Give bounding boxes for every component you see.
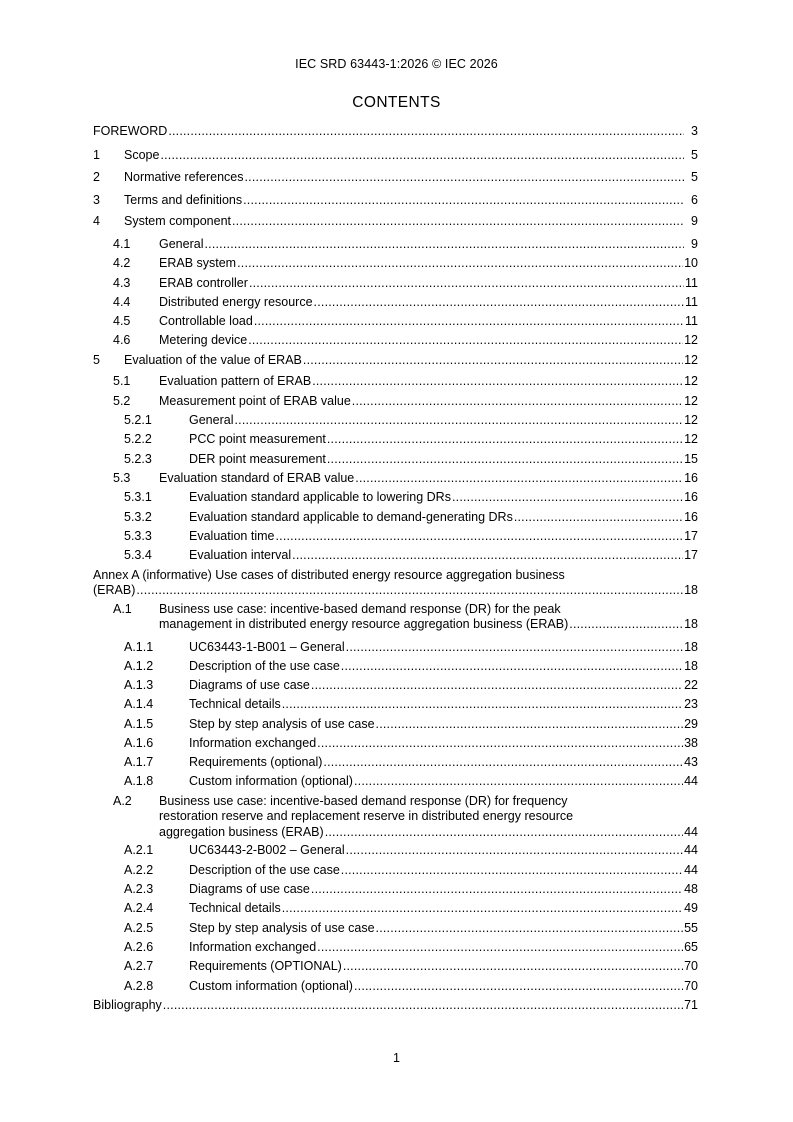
toc-entry-number: 5.3 bbox=[113, 471, 131, 485]
toc-entry[interactable] bbox=[93, 333, 698, 348]
toc-entry[interactable] bbox=[93, 921, 698, 936]
dot-leader bbox=[311, 882, 683, 897]
toc-entry[interactable] bbox=[93, 548, 698, 563]
dot-leader bbox=[292, 548, 683, 563]
toc-entry-page: 18 bbox=[684, 617, 698, 632]
toc-entry-page: 3 bbox=[691, 124, 698, 138]
toc-entry-page: 22 bbox=[684, 678, 698, 692]
toc-entry-page: 11 bbox=[685, 276, 698, 290]
toc-entry[interactable] bbox=[93, 432, 698, 447]
toc-entry[interactable] bbox=[93, 959, 698, 974]
toc-entry[interactable] bbox=[93, 697, 698, 712]
toc-entry[interactable] bbox=[93, 256, 698, 271]
toc-entry[interactable] bbox=[93, 510, 698, 525]
toc-entry-page: 38 bbox=[684, 736, 698, 750]
dot-leader bbox=[341, 659, 683, 674]
dot-leader bbox=[204, 237, 684, 252]
toc-entry-number: 2 bbox=[93, 170, 100, 184]
toc-entry-page: 48 bbox=[684, 882, 698, 896]
toc-entry-page: 18 bbox=[684, 659, 698, 673]
toc-entry[interactable] bbox=[93, 774, 698, 789]
dot-leader bbox=[514, 510, 683, 525]
toc-entry-title: Evaluation pattern of ERAB bbox=[159, 374, 312, 388]
dot-leader bbox=[452, 490, 683, 505]
toc-entry[interactable] bbox=[93, 314, 698, 329]
toc-entry-title: Measurement point of ERAB value bbox=[159, 394, 351, 408]
toc-entry-page: 16 bbox=[684, 471, 698, 485]
toc-entry-page: 11 bbox=[685, 314, 698, 328]
dot-leader bbox=[245, 170, 685, 185]
toc-entry-title: Terms and definitions bbox=[124, 193, 243, 207]
dot-leader bbox=[341, 863, 683, 878]
dot-leader bbox=[352, 394, 683, 409]
toc-entry-title: aggregation business (ERAB) bbox=[159, 824, 324, 839]
toc-entry[interactable] bbox=[93, 736, 698, 751]
toc-entry-number: 3 bbox=[93, 193, 100, 207]
dot-leader bbox=[355, 471, 683, 486]
contents-title: CONTENTS bbox=[352, 94, 441, 111]
toc-entry-number: 1 bbox=[93, 148, 100, 162]
toc-entry[interactable] bbox=[93, 998, 698, 1013]
toc-entry-number: 5.3.2 bbox=[124, 510, 152, 524]
toc-entry-title-line: Business use case: incentive-based demand response (DR) for the peak bbox=[159, 602, 561, 616]
dot-leader bbox=[343, 959, 683, 974]
dot-leader bbox=[237, 256, 683, 271]
toc-entry-page: 44 bbox=[684, 824, 698, 839]
toc-entry[interactable] bbox=[93, 148, 698, 163]
toc-entry-page: 16 bbox=[684, 510, 698, 524]
toc-entry-page: 12 bbox=[684, 432, 698, 446]
toc-entry-page: 15 bbox=[684, 452, 698, 466]
toc-entry-title: Technical details bbox=[189, 901, 281, 915]
dot-leader bbox=[376, 717, 684, 732]
dot-leader bbox=[317, 940, 683, 955]
toc-entry-number: A.1.1 bbox=[124, 640, 154, 654]
toc-entry-number: A.2.5 bbox=[124, 921, 154, 935]
toc-entry-number: A.2.4 bbox=[124, 901, 154, 915]
toc-entry-number: A.2.7 bbox=[124, 959, 154, 973]
toc-entry-title: Description of the use case bbox=[189, 659, 340, 673]
toc-entry-number: A.2.1 bbox=[124, 843, 154, 857]
toc-entry[interactable] bbox=[93, 471, 698, 486]
toc-entry-number: 5.3.1 bbox=[124, 490, 152, 504]
dot-leader bbox=[275, 529, 683, 544]
toc-entry-number: A.1.2 bbox=[124, 659, 154, 673]
toc-entry[interactable] bbox=[93, 170, 698, 185]
dot-leader bbox=[346, 843, 683, 858]
toc-entry-number: A.2.8 bbox=[124, 979, 154, 993]
toc-entry-title: System component bbox=[124, 214, 231, 228]
dot-leader bbox=[354, 774, 683, 789]
toc-entry-title: Normative references bbox=[124, 170, 244, 184]
toc-entry-page: 12 bbox=[684, 394, 698, 408]
toc-entry[interactable] bbox=[93, 940, 698, 955]
toc-entry-title: Description of the use case bbox=[189, 863, 340, 877]
dot-leader bbox=[346, 640, 683, 655]
toc-entry-title: Bibliography bbox=[93, 998, 162, 1012]
toc-entry[interactable] bbox=[93, 353, 698, 368]
toc-entry-title: Evaluation standard applicable to demand-generating DRs bbox=[189, 510, 513, 524]
toc-entry-title: Distributed energy resource bbox=[159, 295, 313, 309]
dot-leader bbox=[325, 825, 683, 840]
toc-entry-page: 18 bbox=[684, 640, 698, 654]
dot-leader bbox=[312, 374, 683, 389]
toc-entry-page: 12 bbox=[684, 374, 698, 388]
dot-leader bbox=[569, 617, 683, 632]
dot-leader bbox=[327, 432, 683, 447]
toc-entry-page: 70 bbox=[684, 979, 698, 993]
toc-entry[interactable] bbox=[93, 794, 698, 840]
toc-entry[interactable] bbox=[93, 755, 698, 770]
toc-entry-number: A.1.3 bbox=[124, 678, 154, 692]
toc-entry-title: ERAB controller bbox=[159, 276, 248, 290]
toc-entry-title: Diagrams of use case bbox=[189, 882, 310, 896]
dot-leader bbox=[303, 353, 683, 368]
toc-entry[interactable] bbox=[93, 678, 698, 693]
toc-entry[interactable] bbox=[93, 529, 698, 544]
toc-entry[interactable] bbox=[93, 295, 698, 310]
toc-entry-title: Controllable load bbox=[159, 314, 253, 328]
toc-entry-number: A.2.3 bbox=[124, 882, 154, 896]
toc-entry[interactable] bbox=[93, 413, 698, 428]
dot-leader bbox=[376, 921, 684, 936]
dot-leader bbox=[168, 124, 684, 139]
toc-entry[interactable] bbox=[93, 901, 698, 916]
toc-entry[interactable] bbox=[93, 979, 698, 994]
dot-leader bbox=[160, 148, 684, 163]
toc-entry-number: 4.4 bbox=[113, 295, 131, 309]
toc-entry-page: 70 bbox=[684, 959, 698, 973]
toc-entry-number: A.1 bbox=[113, 602, 132, 616]
toc-entry[interactable] bbox=[93, 452, 698, 467]
dot-leader bbox=[163, 998, 683, 1013]
dot-leader bbox=[234, 413, 683, 428]
toc-entry-title: Requirements (OPTIONAL) bbox=[189, 959, 342, 973]
toc-entry-number: A.1.6 bbox=[124, 736, 154, 750]
toc-entry[interactable] bbox=[93, 193, 698, 208]
toc-entry-page: 55 bbox=[684, 921, 698, 935]
toc-entry-page: 12 bbox=[684, 413, 698, 427]
dot-leader bbox=[323, 755, 683, 770]
dot-leader bbox=[254, 314, 684, 329]
toc-entry-number: 5.1 bbox=[113, 374, 131, 388]
dot-leader bbox=[243, 193, 684, 208]
toc-entry[interactable] bbox=[93, 374, 698, 389]
toc-entry-page: 18 bbox=[684, 583, 698, 598]
toc-entry-title: Scope bbox=[124, 148, 160, 162]
dot-leader bbox=[232, 214, 684, 229]
toc-entry-page: 49 bbox=[684, 901, 698, 915]
toc-entry-title: ERAB system bbox=[159, 256, 237, 270]
toc-entry-number: A.2.2 bbox=[124, 863, 154, 877]
toc-entry-page: 17 bbox=[684, 529, 698, 543]
toc-entry-title: management in distributed energy resource aggregation business (ERAB) bbox=[159, 617, 569, 632]
toc-entry-number: 5.3.4 bbox=[124, 548, 152, 562]
toc-entry-number: A.1.8 bbox=[124, 774, 154, 788]
toc-entry-page: 6 bbox=[691, 193, 698, 207]
toc-entry-title: General bbox=[189, 413, 234, 427]
toc-entry-number: A.1.5 bbox=[124, 717, 154, 731]
toc-entry-title: DER point measurement bbox=[189, 452, 326, 466]
toc-entry-page: 44 bbox=[684, 843, 698, 857]
toc-entry-title: UC63443-1-B001 – General bbox=[189, 640, 345, 654]
toc-entry-number: 4.1 bbox=[113, 237, 131, 251]
page-number: 1 bbox=[393, 1051, 400, 1065]
toc-entry-title: Evaluation time bbox=[189, 529, 275, 543]
toc-entry-page: 29 bbox=[684, 717, 698, 731]
toc-entry-number: 5.2 bbox=[113, 394, 131, 408]
toc-entry-number: A.1.4 bbox=[124, 697, 154, 711]
toc-entry-title: Step by step analysis of use case bbox=[189, 717, 375, 731]
dot-leader bbox=[327, 452, 683, 467]
dot-leader bbox=[311, 678, 683, 693]
toc-entry[interactable] bbox=[93, 568, 698, 599]
toc-entry-title: Evaluation interval bbox=[189, 548, 292, 562]
toc-entry-title: Information exchanged bbox=[189, 940, 317, 954]
toc-entry-page: 16 bbox=[684, 490, 698, 504]
toc-entry-number: 5.2.1 bbox=[124, 413, 152, 427]
toc-entry-title: Evaluation standard applicable to lowering DRs bbox=[189, 490, 451, 504]
toc-entry-number: 4 bbox=[93, 214, 100, 228]
toc-entry[interactable] bbox=[93, 214, 698, 229]
toc-entry-page: 43 bbox=[684, 755, 698, 769]
toc-entry-number: 5.2.2 bbox=[124, 432, 152, 446]
toc-entry-page: 5 bbox=[691, 148, 698, 162]
dot-leader bbox=[248, 333, 683, 348]
toc-entry-page: 5 bbox=[691, 170, 698, 184]
toc-entry-title: Step by step analysis of use case bbox=[189, 921, 375, 935]
toc-entry-title: PCC point measurement bbox=[189, 432, 326, 446]
toc-entry-number: 5.2.3 bbox=[124, 452, 152, 466]
toc-entry-title: Evaluation of the value of ERAB bbox=[124, 353, 302, 367]
toc-entry-number: 4.6 bbox=[113, 333, 131, 347]
toc-entry-page: 12 bbox=[684, 353, 698, 367]
toc-entry-page: 17 bbox=[684, 548, 698, 562]
toc-entry-number: 5 bbox=[93, 353, 100, 367]
toc-entry[interactable] bbox=[93, 394, 698, 409]
toc-entry-title: FOREWORD bbox=[93, 124, 168, 138]
toc-entry-number: A.1.7 bbox=[124, 755, 154, 769]
toc-entry-page: 10 bbox=[684, 256, 698, 270]
toc-entry-title: UC63443-2-B002 – General bbox=[189, 843, 345, 857]
toc-entry-title: (ERAB) bbox=[93, 583, 136, 598]
running-header: IEC SRD 63443-1:2026 © IEC 2026 bbox=[295, 57, 498, 71]
dot-leader bbox=[282, 697, 683, 712]
toc-entry-title-line: Annex A (informative) Use cases of distributed energy resource aggregation business bbox=[93, 568, 565, 582]
toc-entry-title: General bbox=[159, 237, 204, 251]
toc-entry-page: 65 bbox=[684, 940, 698, 954]
dot-leader bbox=[317, 736, 683, 751]
toc-entry-number: 4.2 bbox=[113, 256, 131, 270]
toc-entry-page: 71 bbox=[684, 998, 698, 1012]
toc-entry[interactable] bbox=[93, 863, 698, 878]
toc-entry-title: Custom information (optional) bbox=[189, 979, 353, 993]
toc-entry-number: 5.3.3 bbox=[124, 529, 152, 543]
toc-entry-number: A.2 bbox=[113, 794, 132, 808]
toc-entry[interactable] bbox=[93, 640, 698, 655]
toc-entry-page: 23 bbox=[684, 697, 698, 711]
toc-entry[interactable] bbox=[93, 843, 698, 858]
toc-entry-title: Requirements (optional) bbox=[189, 755, 323, 769]
toc-entry-title-line: Business use case: incentive-based demand response (DR) for frequency restoration reserve and replacement reserve in distributed energy resource bbox=[159, 794, 574, 824]
toc-entry-page: 11 bbox=[685, 295, 698, 309]
toc-entry-page: 9 bbox=[691, 237, 698, 251]
toc-entry-title: Technical details bbox=[189, 697, 281, 711]
toc-entry-page: 9 bbox=[691, 214, 698, 228]
toc-entry[interactable] bbox=[93, 602, 698, 633]
toc-entry[interactable] bbox=[93, 659, 698, 674]
toc-entry[interactable] bbox=[93, 882, 698, 897]
toc-entry-title: Evaluation standard of ERAB value bbox=[159, 471, 355, 485]
dot-leader bbox=[354, 979, 683, 994]
toc-entry-title: Metering device bbox=[159, 333, 248, 347]
toc-entry-number: A.2.6 bbox=[124, 940, 154, 954]
dot-leader bbox=[249, 276, 684, 291]
toc-entry[interactable] bbox=[93, 124, 698, 139]
toc-entry-page: 12 bbox=[684, 333, 698, 347]
toc-entry-page: 44 bbox=[684, 863, 698, 877]
toc-entry-title: Diagrams of use case bbox=[189, 678, 310, 692]
toc-entry-page: 44 bbox=[684, 774, 698, 788]
toc-entry-number: 4.5 bbox=[113, 314, 131, 328]
toc-entry-title: Custom information (optional) bbox=[189, 774, 353, 788]
toc-entry[interactable] bbox=[93, 276, 698, 291]
dot-leader bbox=[136, 583, 683, 598]
toc-entry-title: Information exchanged bbox=[189, 736, 317, 750]
toc-entry[interactable] bbox=[93, 237, 698, 252]
toc-entry[interactable] bbox=[93, 717, 698, 732]
toc-entry-number: 4.3 bbox=[113, 276, 131, 290]
toc-entry[interactable] bbox=[93, 490, 698, 505]
dot-leader bbox=[282, 901, 683, 916]
dot-leader bbox=[314, 295, 684, 310]
